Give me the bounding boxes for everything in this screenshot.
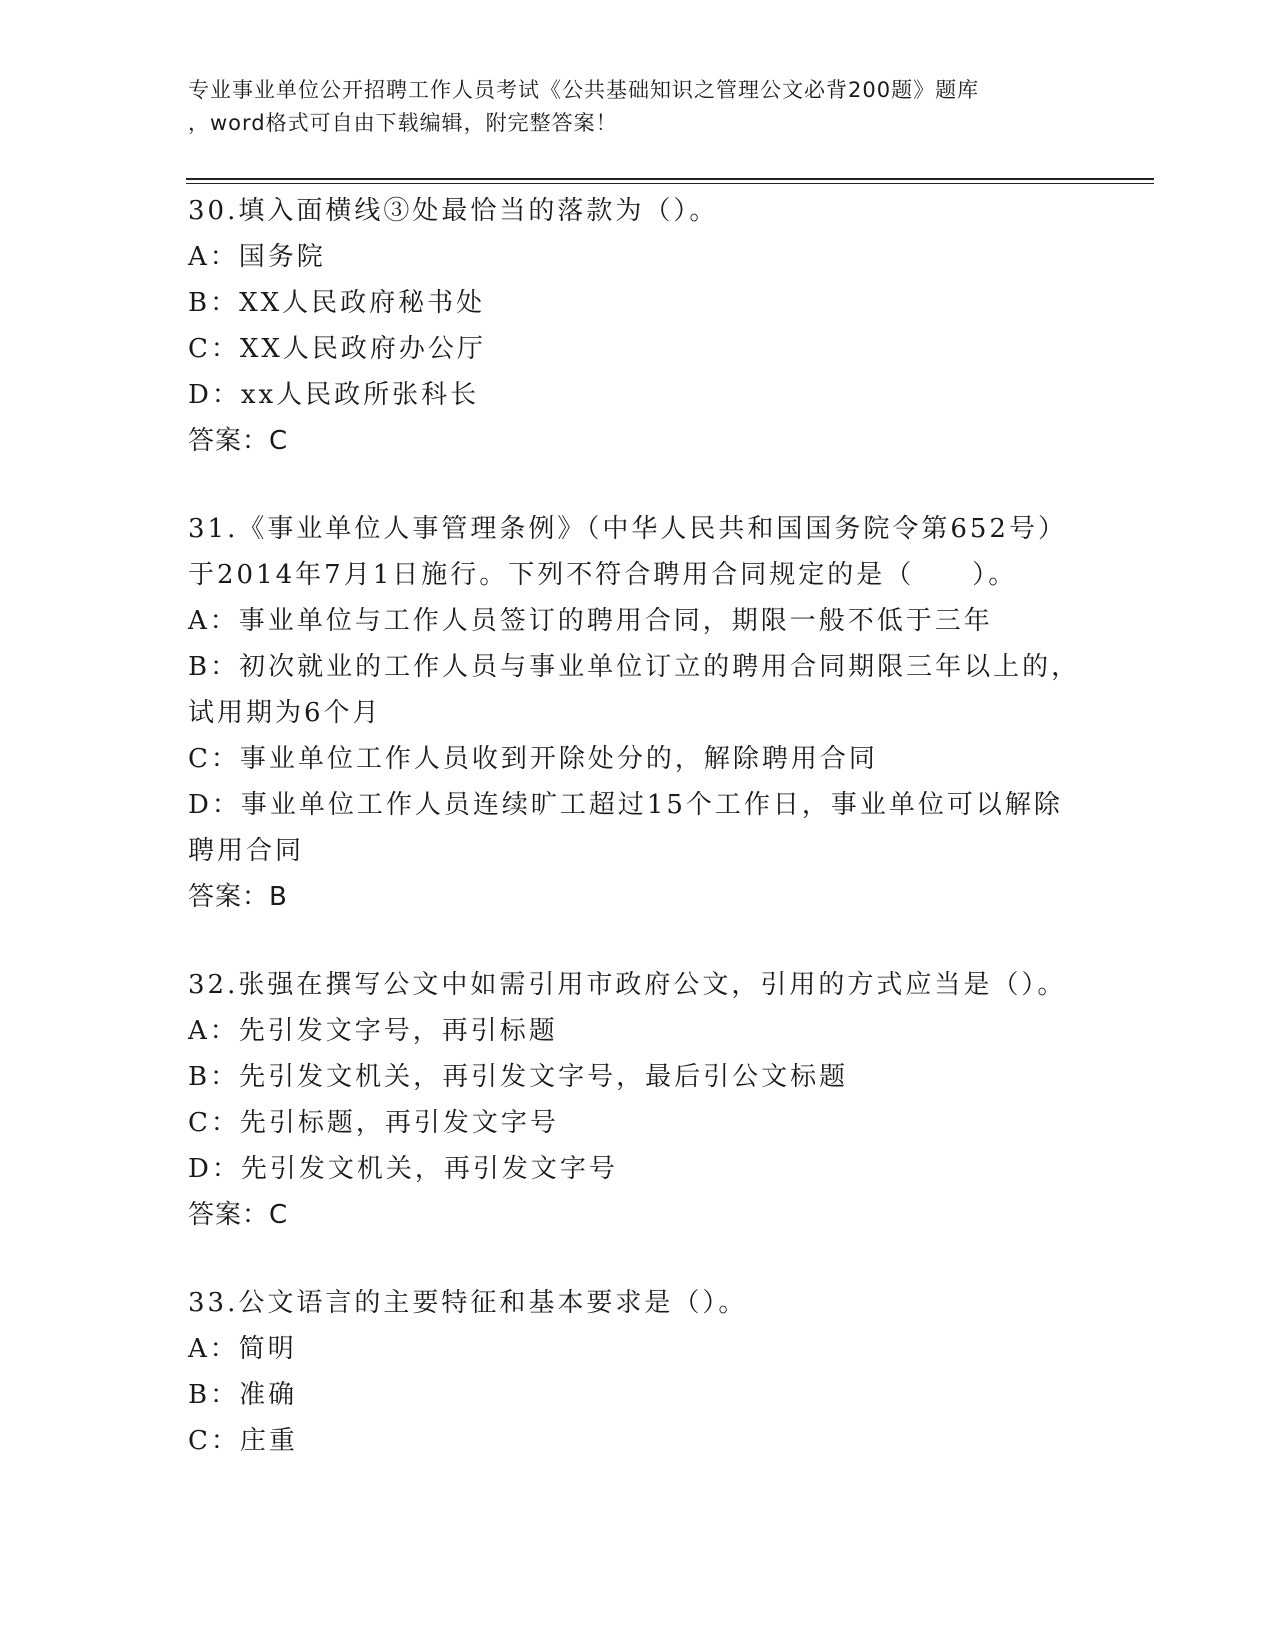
answer-option: B：初次就业的工作人员与事业单位订立的聘用合同期限三年以上的， (188, 652, 1081, 682)
answer-key: 答案：C (188, 426, 289, 456)
answer-option: C：庄重 (188, 1426, 298, 1456)
answer-key: 答案：B (188, 882, 288, 912)
question-stem: 32.张强在撰写公文中如需引用市政府公文，引用的方式应当是（）。 (188, 970, 1067, 1000)
question-block (188, 1280, 1068, 1464)
answer-option: C：XX人民政府办公厅 (188, 334, 486, 364)
answer-option: C：先引标题，再引发文字号 (188, 1108, 559, 1138)
header-divider (186, 178, 1154, 184)
question-block (188, 962, 1068, 1238)
question-stem: 于2014年7月1日施行。下列不符合聘用合同规定的是（ ）。 (188, 560, 1018, 590)
answer-option: B：先引发文机关，再引发文字号，最后引公文标题 (188, 1062, 849, 1092)
answer-option: 聘用合同 (188, 836, 305, 866)
answer-option: 试用期为6个月 (188, 698, 382, 728)
answer-option: A：事业单位与工作人员签订的聘用合同，期限一般不低于三年 (188, 606, 993, 636)
question-stem: 31.《事业单位人事管理条例》（中华人民共和国国务院令第652号） (188, 514, 1067, 544)
answer-option: C：事业单位工作人员收到开除处分的，解除聘用合同 (188, 744, 878, 774)
question-stem: 30.填入面横线③处最恰当的落款为（）。 (188, 196, 719, 226)
answer-option: A：简明 (188, 1334, 297, 1364)
question-list (188, 188, 1081, 1506)
answer-option: D：xx人民政所张科长 (188, 380, 480, 410)
header-line-2: ，word格式可自由下载编辑，附完整答案！ (188, 111, 618, 135)
answer-option: D：先引发文机关，再引发文字号 (188, 1154, 618, 1184)
question-block (188, 188, 1068, 464)
answer-option: A：国务院 (188, 242, 326, 272)
header-line-1: 专业事业单位公开招聘工作人员考试《公共基础知识之管理公文必背200题》题库 (188, 78, 980, 102)
answer-option: B：准确 (188, 1380, 298, 1410)
answer-key: 答案：C (188, 1200, 289, 1230)
answer-option: D：事业单位工作人员连续旷工超过15个工作日，事业单位可以解除 (188, 790, 1063, 820)
answer-option: B：XX人民政府秘书处 (188, 288, 486, 318)
answer-option: A：先引发文字号，再引标题 (188, 1016, 558, 1046)
document-header (188, 74, 1108, 140)
question-block (188, 506, 1081, 920)
question-stem: 33.公文语言的主要特征和基本要求是（）。 (188, 1288, 748, 1318)
